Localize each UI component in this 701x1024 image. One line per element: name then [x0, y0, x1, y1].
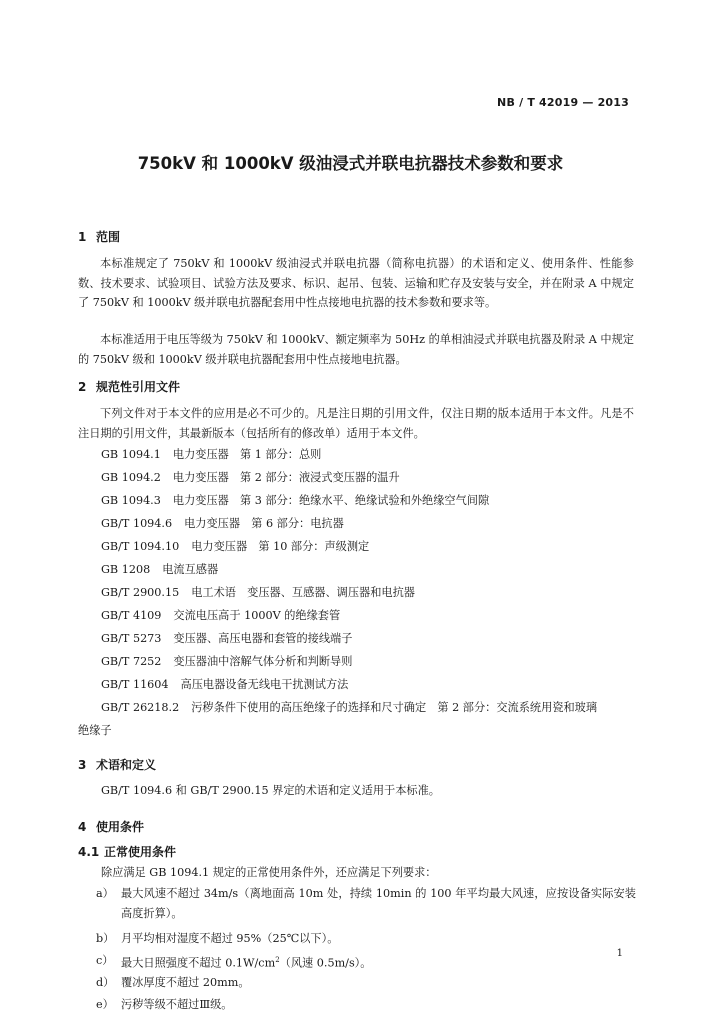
- reference-item: [101, 699, 597, 715]
- reference-code: GB/T 11604: [101, 678, 169, 691]
- section-1-heading: [78, 228, 120, 245]
- reference-item: [101, 492, 489, 508]
- section-2-intro: 下列文件对于本文件的应用是必不可少的。凡是注日期的引用文件，仅注日期的版本适用于本文件。凡是不注日期的引用文件，其最新版本（包括所有的修改单）适用于本文件。: [78, 407, 634, 440]
- item-marker: b）: [96, 932, 115, 945]
- section-4-heading: [78, 818, 144, 835]
- reference-item: [101, 561, 218, 577]
- item-text: 月平均相对湿度不超过 95%（25℃以下）。: [121, 932, 339, 945]
- section-4-1-intro: 除应满足 GB 1094.1 规定的正常使用条件外，还应满足下列要求：: [101, 866, 437, 879]
- reference-item: [101, 607, 340, 623]
- section-4-1-heading: [78, 843, 176, 860]
- reference-code: GB 1094.3: [101, 494, 161, 507]
- section-3-heading: [78, 756, 156, 773]
- condition-item-a: [96, 884, 636, 923]
- reference-code: GB/T 4109: [101, 609, 162, 622]
- item-marker: c）: [96, 954, 114, 967]
- reference-title: 电力变压器 第 1 部分：总则: [172, 448, 322, 461]
- reference-item: [101, 469, 400, 485]
- reference-title: 污秽条件下使用的高压绝缘子的选择和尺寸确定 第 2 部分：交流系统用瓷和玻璃: [191, 701, 598, 714]
- reference-title: 变压器、高压电器和套管的接线端子: [173, 632, 353, 645]
- item-marker: a）: [96, 887, 114, 900]
- reference-code: GB 1094.1: [101, 448, 161, 461]
- reference-item: [101, 653, 352, 669]
- reference-item: [101, 676, 348, 692]
- condition-item-b: [96, 929, 636, 949]
- section-3-title: 术语和定义: [96, 758, 157, 772]
- section-1-paragraph-2: 本标准适用于电压等级为 750kV 和 1000kV、额定频率为 50Hz 的单相油浸式并联电抗器及附录 A 中规定的 750kV 级和 1000kV 级并联电抗器配套用中性点接地电抗器。: [78, 333, 634, 366]
- reference-code: GB/T 1094.10: [101, 540, 180, 553]
- reference-continuation: 绝缘子: [78, 724, 112, 737]
- reference-code: GB/T 7252: [101, 655, 162, 668]
- reference-title: 高压电器设备无线电干扰测试方法: [180, 678, 349, 691]
- standard-code: NB / T 42019 — 2013: [497, 96, 629, 109]
- item-marker: d）: [96, 976, 115, 989]
- reference-title: 电流互感器: [162, 563, 219, 576]
- condition-item-e: [96, 995, 636, 1015]
- reference-code: GB 1208: [101, 563, 151, 576]
- section-2-heading: [78, 378, 180, 395]
- section-3-paragraph: GB/T 1094.6 和 GB/T 2900.15 界定的术语和定义适用于本标准。: [101, 784, 440, 797]
- item-marker: e）: [96, 998, 114, 1011]
- section-4-title: 使用条件: [96, 820, 145, 834]
- reference-item: [101, 630, 352, 646]
- reference-title: 电力变压器 第 3 部分：绝缘水平、绝缘试验和外绝缘空气间隙: [172, 494, 490, 507]
- superscript: 2: [275, 956, 280, 964]
- section-4-1-number: 4.1: [78, 845, 100, 859]
- reference-item: [101, 446, 321, 462]
- section-1-number: 1: [78, 230, 87, 244]
- reference-title: 交流电压高于 1000V 的绝缘套管: [173, 609, 341, 622]
- reference-title: 变压器油中溶解气体分析和判断导则: [173, 655, 353, 668]
- section-3-number: 3: [78, 758, 87, 772]
- reference-item: [101, 584, 415, 600]
- reference-title: 电力变压器 第 10 部分：声级测定: [191, 540, 370, 553]
- item-text: 最大风速不超过 34m/s（离地面高 10m 处，持续 10min 的 100 年平均最大风速，应按设备实际安装高度折算）。: [121, 887, 636, 920]
- reference-item: [101, 538, 369, 554]
- reference-code: GB/T 1094.6: [101, 517, 173, 530]
- reference-item: [101, 515, 344, 531]
- condition-item-d: [96, 973, 636, 993]
- section-4-number: 4: [78, 820, 87, 834]
- document-title: 750kV 和 1000kV 级油浸式并联电抗器技术参数和要求: [137, 154, 564, 173]
- reference-code: GB/T 5273: [101, 632, 162, 645]
- reference-code: GB 1094.2: [101, 471, 161, 484]
- reference-code: GB/T 26218.2: [101, 701, 180, 714]
- condition-item-c: [96, 951, 636, 973]
- reference-code: GB/T 2900.15: [101, 586, 180, 599]
- section-2-number: 2: [78, 380, 87, 394]
- item-text-suffix: （风速 0.5m/s）。: [279, 956, 372, 970]
- item-text: 最大日照强度不超过 0.1W/cm: [121, 956, 276, 970]
- reference-title: 电工术语 变压器、互感器、调压器和电抗器: [191, 586, 415, 599]
- item-text: 覆冰厚度不超过 20mm。: [121, 976, 250, 989]
- section-2-title: 规范性引用文件: [96, 380, 181, 394]
- section-4-1-title: 正常使用条件: [104, 845, 177, 859]
- page-number: 1: [616, 948, 623, 959]
- reference-title: 电力变压器 第 6 部分：电抗器: [184, 517, 344, 530]
- item-text: 污秽等级不超过Ⅲ级。: [121, 998, 233, 1011]
- section-1-paragraph-1: 本标准规定了 750kV 和 1000kV 级油浸式并联电抗器（简称电抗器）的术语和定义、使用条件、性能参数、技术要求、试验项目、试验方法及要求、标识、起吊、包装、运输和贮存及安装与安全，并在附录 A 中规定了 750kV 和 1000kV 级并联电抗器配套用中性点接地电抗器的技术参数和要求等。: [78, 257, 634, 309]
- reference-title: 电力变压器 第 2 部分：液浸式变压器的温升: [172, 471, 400, 484]
- section-1-title: 范围: [96, 230, 121, 244]
